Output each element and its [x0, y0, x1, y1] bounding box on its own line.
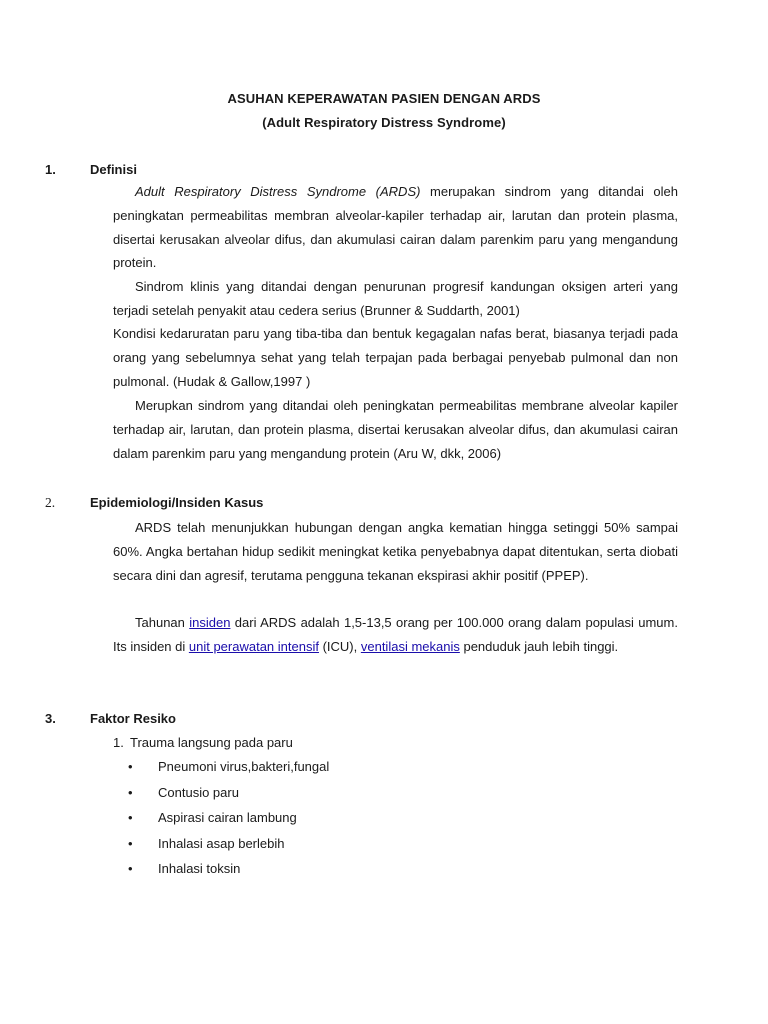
section-title: Epidemiologi/Insiden Kasus	[90, 495, 264, 510]
document-title: ASUHAN KEPERAWATAN PASIEN DENGAN ARDS	[227, 91, 541, 106]
ards-term: Adult Respiratory Distress Syndrome (ARDS)	[135, 184, 421, 199]
bullet-list-trauma	[128, 759, 329, 887]
section-title: Faktor Resiko	[90, 711, 176, 726]
bullet-icon: •	[128, 861, 133, 876]
epidemiologi-paragraph-1: ARDS telah menunjukkan hubungan dengan angka kematian hingga setinggi 50% sampai 60%. Angka bertahan hidup sedikit meningkat ketika penyebabnya dapat ditentukan, serta diobati secara dini dan agresif, terutama pengguna tekanan ekspirasi akhir positif (PPEP).	[113, 520, 678, 583]
definisi-paragraph-4: Merupkan sindrom yang ditandai oleh peningkatan permeabilitas membrane alveolar kapiler terhadap air, larutan, dan protein plasma, disertai kerusakan alveolar difus, dan akumulasi cairan dalam parenkim paru yang mengandung protein (Aru W, dkk, 2006)	[113, 398, 678, 461]
list-item: • Pneumoni virus,bakteri,fungal	[128, 759, 330, 774]
section-heading-epidemiologi	[45, 495, 263, 511]
section-heading-definisi	[45, 162, 137, 177]
section-title: Definisi	[90, 162, 137, 177]
list-item: • Contusio paru	[128, 784, 239, 800]
section-heading-faktor-resiko	[45, 711, 176, 726]
section-number: 1.	[45, 162, 56, 177]
list-item: • Aspirasi cairan lambung	[128, 810, 297, 825]
list-item: • Inhalasi toksin	[128, 861, 241, 876]
ventilasi-mekanis-link[interactable]: ventilasi mekanis	[360, 638, 460, 654]
epidemiologi-paragraph-2: Tahunan insiden dari ARDS adalah 1,5-13,5 orang per 100.000 orang dalam populasi umum. Its insiden di unit perawatan intensif (ICU), ventilasi mekanis penduduk jauh lebih tinggi.	[113, 615, 678, 654]
insiden-link[interactable]: insiden	[189, 615, 231, 630]
bullet-icon: •	[128, 759, 133, 774]
bullet-icon: •	[128, 810, 133, 825]
bullet-icon: •	[128, 835, 133, 851]
definisi-paragraph-2: Sindrom klinis yang ditandai dengan penurunan progresif kandungan oksigen arteri yang terjadi setelah penyakit atau cedera serius (Brunner & Suddarth, 2001)	[113, 279, 678, 318]
definisi-paragraph-1: Adult Respiratory Distress Syndrome (ARDS) merupakan sindrom yang ditandai oleh peningkatan permeabilitas membran alveolar-kapiler terhadap air, larutan dan protein plasma, disertai kerusakan alveolar difus, dan akumulasi cairan dalam parenkim paru yang mengandung protein.	[113, 184, 678, 271]
section-number: 2.	[45, 495, 56, 510]
numbered-item-trauma: 1. Trauma langsung pada paru	[113, 735, 293, 750]
bullet-icon: •	[128, 784, 133, 800]
list-item: • Inhalasi asap berlebih	[128, 835, 285, 851]
section-number: 3.	[45, 711, 56, 726]
definisi-paragraph-3: Kondisi kedaruratan paru yang tiba-tiba dan bentuk kegagalan nafas berat, biasanya terjadi pada orang yang sebelumnya sehat yang telah terpajan pada berbagai penyebab pulmonal dan non pulmonal. (Hudak & Gallow,1997 )	[113, 326, 678, 389]
unit-perawatan-intensif-link[interactable]: unit perawatan intensif	[188, 638, 319, 654]
document-subtitle: (Adult Respiratory Distress Syndrome)	[262, 115, 506, 130]
